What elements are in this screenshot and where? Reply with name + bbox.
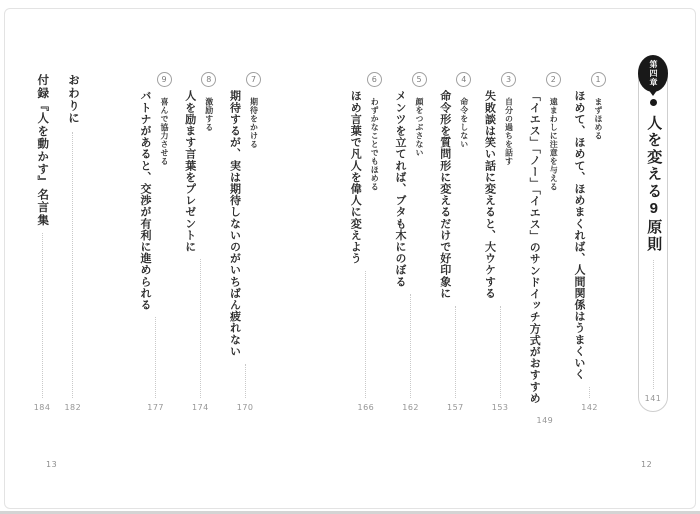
item-number-badge: 4 [456, 72, 471, 87]
endmatter-title: 付録『人を動かす』名言集 [36, 74, 49, 227]
item-number-badge: 7 [246, 72, 261, 87]
item-title: 人を励ます言葉をプレゼントに [183, 90, 196, 253]
folio-right-page: 12 [641, 460, 653, 469]
item-page-number: 177 [147, 403, 165, 412]
toc-item-8 [182, 74, 219, 412]
toc-item-5 [392, 74, 429, 412]
toc-item-2 [527, 74, 564, 425]
leader-line [500, 306, 501, 398]
leader-line [72, 132, 73, 398]
item-page-number: 162 [402, 403, 420, 412]
item-title: バトナがあると、交渉が有利に進められる [139, 90, 151, 311]
item-principle-label: 顔をつぶさない [415, 97, 424, 157]
endmatter-page-number: 182 [64, 403, 82, 412]
item-page-number: 157 [446, 403, 464, 412]
item-page-number: 166 [357, 403, 375, 412]
chapter-badge [638, 55, 668, 92]
item-principle-label: わずかなことでもほめる [370, 97, 380, 191]
item-title: 期待するが、実は期待しないのがいちばん疲れない [228, 90, 241, 357]
leader-line [200, 259, 201, 398]
leader-line [653, 260, 654, 389]
item-principle-label: 激励する [204, 97, 214, 132]
chapter-badge-label: 第四章 [649, 60, 658, 87]
item-page-number: 174 [191, 403, 209, 412]
chapter-page-number: 141 [644, 394, 662, 403]
leader-line [410, 294, 411, 398]
endmatter-page-number: 184 [33, 403, 51, 412]
item-title: ほめて、ほめて、ほめまくれば、人間関係はうまくいく [573, 90, 585, 380]
item-title: 失敗談は笑い話に変えると、大ウケする [483, 90, 496, 299]
item-number-badge: 9 [157, 72, 172, 87]
item-number-badge: 8 [201, 72, 216, 87]
item-title: メンツを立てれば、ブタも木にのぼる [394, 90, 406, 288]
item-page-number: 149 [536, 415, 554, 425]
chapter-header-capsule [638, 56, 668, 412]
leader-line [365, 271, 366, 398]
endmatter-owarini [64, 74, 81, 412]
leader-line [155, 317, 156, 398]
item-number-badge: 1 [591, 72, 606, 87]
item-page-number: 153 [491, 403, 509, 412]
item-principle-label: 喜んで協力させる [160, 97, 169, 166]
toc-item-9 [137, 74, 174, 412]
item-principle-label: 期待をかける [249, 97, 259, 149]
endmatter-furoku [34, 74, 51, 412]
item-title: 「イエス」「ノー」「イエス」のサンドイッチ方式がおすすめ [528, 90, 541, 404]
leader-line [455, 306, 456, 398]
item-title: 命令形を質問形に変えるだけで好印象に [438, 90, 451, 299]
folio-left-page: 13 [46, 460, 58, 469]
item-title: ほめ言葉で凡人を偉人に変えよう [349, 90, 362, 264]
item-number-badge: 2 [546, 72, 561, 87]
chapter-badge-dot-icon [650, 99, 657, 106]
item-number-badge: 5 [412, 72, 427, 87]
toc-item-1 [571, 74, 608, 412]
toc-item-6 [348, 74, 385, 412]
item-principle-label: 命令をしない [459, 97, 469, 149]
leader-line [589, 387, 590, 398]
item-number-badge: 6 [367, 72, 382, 87]
item-number-badge: 3 [501, 72, 516, 87]
leader-line [245, 364, 246, 398]
item-page-number: 170 [236, 403, 254, 412]
leader-line [42, 233, 43, 398]
endmatter-title: おわりに [67, 74, 80, 125]
item-page-number: 142 [581, 403, 599, 412]
chapter-title: 人を変える9原則 [645, 115, 663, 253]
table-of-contents [20, 56, 668, 425]
toc-item-3 [482, 74, 519, 412]
item-principle-label: 自分の過ちを話す [504, 97, 514, 166]
item-principle-label: 遠まわしに注意を与える [549, 97, 559, 191]
toc-item-4 [437, 74, 474, 412]
item-principle-label: まずほめる [594, 97, 603, 140]
toc-item-7 [227, 74, 264, 412]
